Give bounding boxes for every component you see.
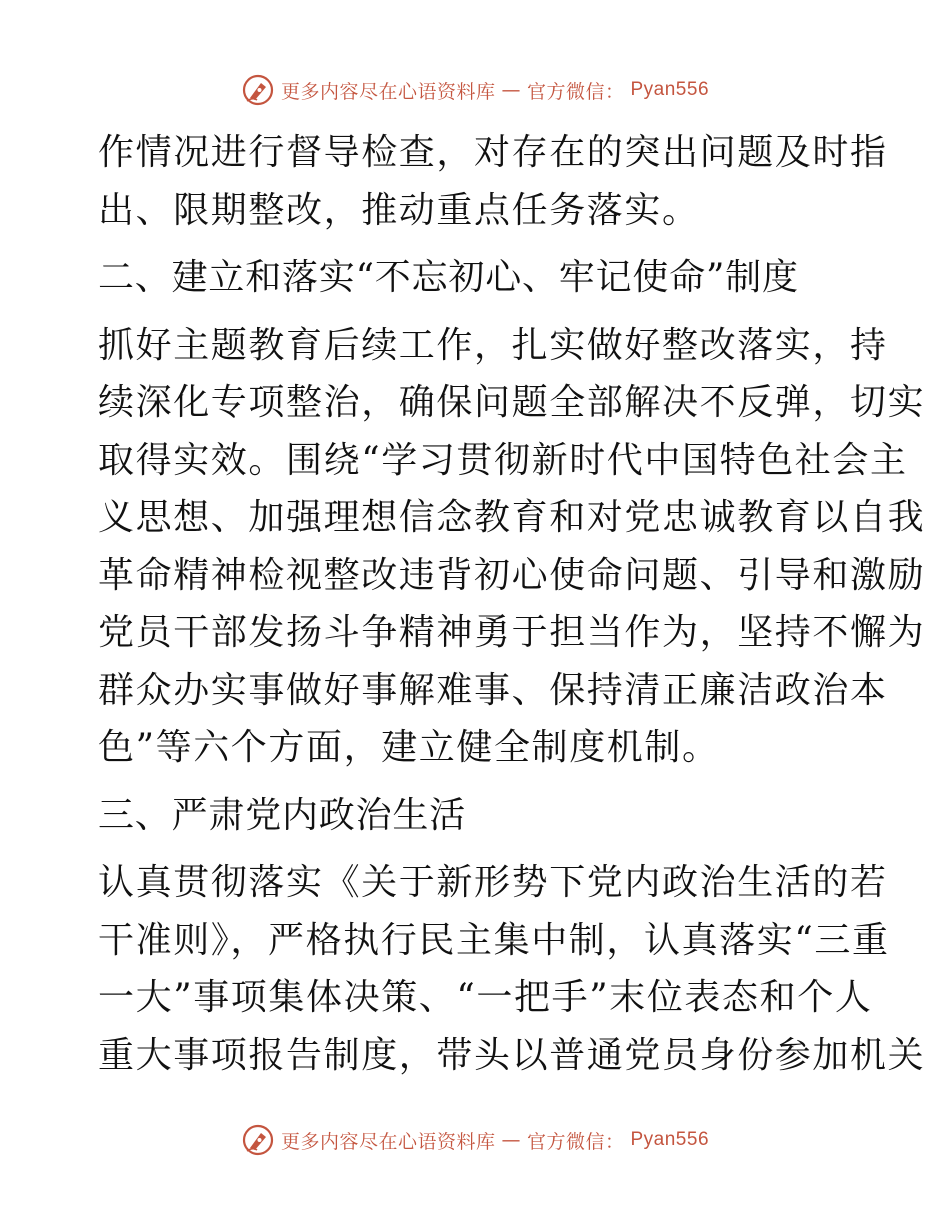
watermark-banner-bottom bbox=[0, 1120, 950, 1160]
text-line: 干准则》，严格执行民主集中制，认真落实“三重 bbox=[98, 919, 890, 961]
text-line: 一大”事项集体决策、“一把手”末位表态和个人 bbox=[98, 977, 873, 1018]
watermark-dash: — bbox=[501, 1129, 521, 1151]
document-body bbox=[98, 124, 926, 1084]
text-line: 革命精神检视整改违背初心使命问题、引导和激励 bbox=[98, 554, 926, 596]
text-line: 认真贯彻落实《关于新形势下党内政治生活的若 bbox=[98, 862, 888, 903]
text-line: 取得实效。围绕“学习贯彻新时代中国特色社会主 bbox=[98, 439, 908, 481]
watermark-wechat-id: Pyan556 bbox=[630, 79, 710, 100]
text-line: 出、限期整改，推动重点任务落实。 bbox=[98, 189, 700, 231]
text-line: 作情况进行督导检查，对存在的突出问题及时指 bbox=[98, 132, 888, 173]
text-line: 续深化专项整治，确保问题全部解决不反弹，切实 bbox=[98, 382, 926, 423]
text-line: 党员干部发扬斗争精神勇于担当作为，坚持不懈为 bbox=[98, 612, 926, 653]
pen-nib-icon bbox=[241, 73, 275, 107]
watermark-banner-top bbox=[0, 70, 950, 110]
section-heading: 三、严肃党内政治生活 bbox=[98, 794, 467, 836]
text-line: 色”等六个方面，建立健全制度机制。 bbox=[98, 727, 720, 768]
watermark-dash: — bbox=[501, 79, 521, 101]
pen-nib-icon bbox=[241, 1123, 275, 1157]
watermark-wechat-id: Pyan556 bbox=[630, 1129, 710, 1150]
watermark-site-text: 更多内容尽在心语资料库 bbox=[280, 80, 496, 103]
section-heading: 二、建立和落实“不忘初心、牢记使命”制度 bbox=[98, 257, 799, 298]
text-line: 重大事项报告制度，带头以普通党员身份参加机关 bbox=[98, 1034, 926, 1076]
watermark-site-text: 更多内容尽在心语资料库 bbox=[280, 1130, 496, 1153]
text-line: 抓好主题教育后续工作，扎实做好整改落实，持 bbox=[98, 324, 888, 366]
text-line: 义思想、加强理想信念教育和对党忠诚教育以自我 bbox=[98, 497, 926, 538]
watermark-wechat-label: 官方微信： bbox=[526, 80, 625, 103]
watermark-wechat-label: 官方微信： bbox=[526, 1130, 625, 1153]
text-line: 群众办实事做好事解难事、保持清正廉洁政治本 bbox=[98, 669, 888, 711]
